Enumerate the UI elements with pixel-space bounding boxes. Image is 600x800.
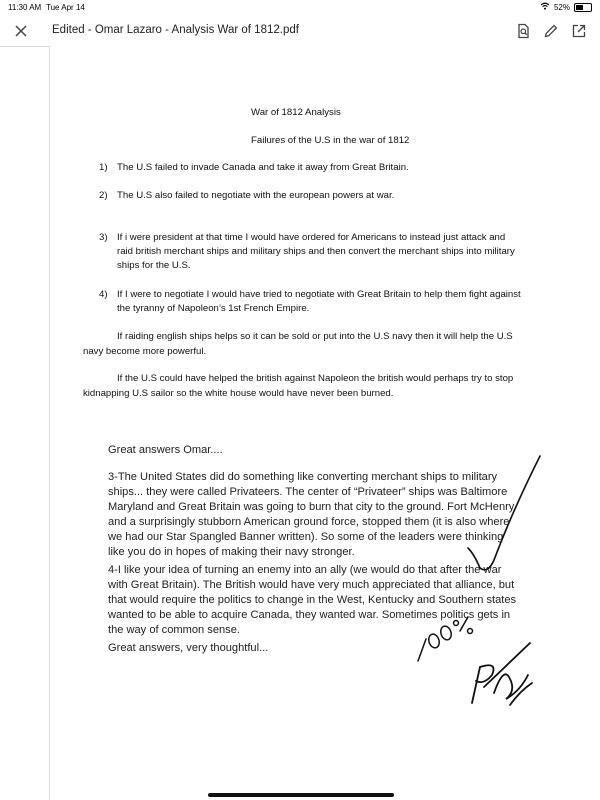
list-number: 3) [99, 232, 108, 243]
wifi-icon [540, 2, 550, 12]
home-indicator[interactable] [208, 793, 394, 797]
handwritten-grade-signature [360, 595, 560, 725]
edit-pencil-icon[interactable] [542, 22, 560, 40]
battery-percent: 52% [553, 2, 570, 12]
list-item: If i were president at that time I would have ordered for Americans to instead just attack and raid british merchant ships and military ships and then convert the merchant ships into military ships for the U.S. [117, 232, 515, 271]
list-item: The U.S also failed to negotiate with the european powers at war. [117, 190, 395, 201]
list-number: 1) [99, 162, 108, 173]
battery-icon [574, 3, 592, 12]
doc-subtitle: Failures of the U.S in the war of 1812 [251, 135, 410, 146]
status-time: 11:30 AM [8, 3, 42, 12]
grade-annotation [418, 617, 473, 661]
open-external-icon[interactable] [570, 22, 588, 40]
app-toolbar [0, 16, 600, 47]
teacher-greeting: Great answers Omar.... [108, 444, 223, 456]
close-icon[interactable] [12, 22, 30, 40]
paragraph: If raiding english ships helps so it can be sold or put into the U.S navy then it will help the U.S navy become more powerful. [83, 331, 513, 357]
status-right [540, 2, 592, 12]
list-number: 4) [99, 289, 108, 300]
teacher-comment-1: 3-The United States did do something like converting merchant ships to military ships... they were called Privateers. The center of “Privateer” ships was Baltimore Maryland and Great Britain was going to burn that city to the ground. Fort McHenry and a surprisingly stubborn American ground force, stopped them (it is also where we had our Star Spangled Banner written). So some of the leaders were thinking like you do in hopes of making their navy stronger. [108, 471, 515, 558]
list-item: The U.S failed to invade Canada and take it away from Great Britain. [117, 162, 409, 173]
search-document-icon[interactable] [514, 22, 532, 40]
status-bar [0, 0, 600, 16]
status-date: Tue Apr 14 [46, 3, 85, 12]
teacher-comment-2: 4-I like your idea of turning an enemy into an ally (we would do that after the war with Great Britain). The British would have very much appreciated that alliance, but that would require the politics to change in the West, Kentucky and Southern states wanted to be able to acquire Canada, they wanted war. Sometimes politics gets in the way of common sense. [108, 564, 517, 636]
signature [472, 643, 532, 705]
checkmark-icon [464, 450, 544, 580]
document-title: Edited - Omar Lazaro - Analysis War of 1812.pdf [52, 24, 299, 36]
doc-title: War of 1812 Analysis [251, 107, 341, 118]
teacher-closing: Great answers, very thoughtful... [108, 642, 269, 654]
paragraph: If the U.S could have helped the british against Napoleon the british would perhaps try to stop kidnapping U.S sailor so the white house would have never been burned. [83, 373, 514, 399]
list-number: 2) [99, 190, 108, 201]
list-item: If I were to negotiate I would have tried to negotiate with Great Britain to help them fight against the tyranny of Napoleon’s 1st French Empire. [117, 289, 521, 314]
